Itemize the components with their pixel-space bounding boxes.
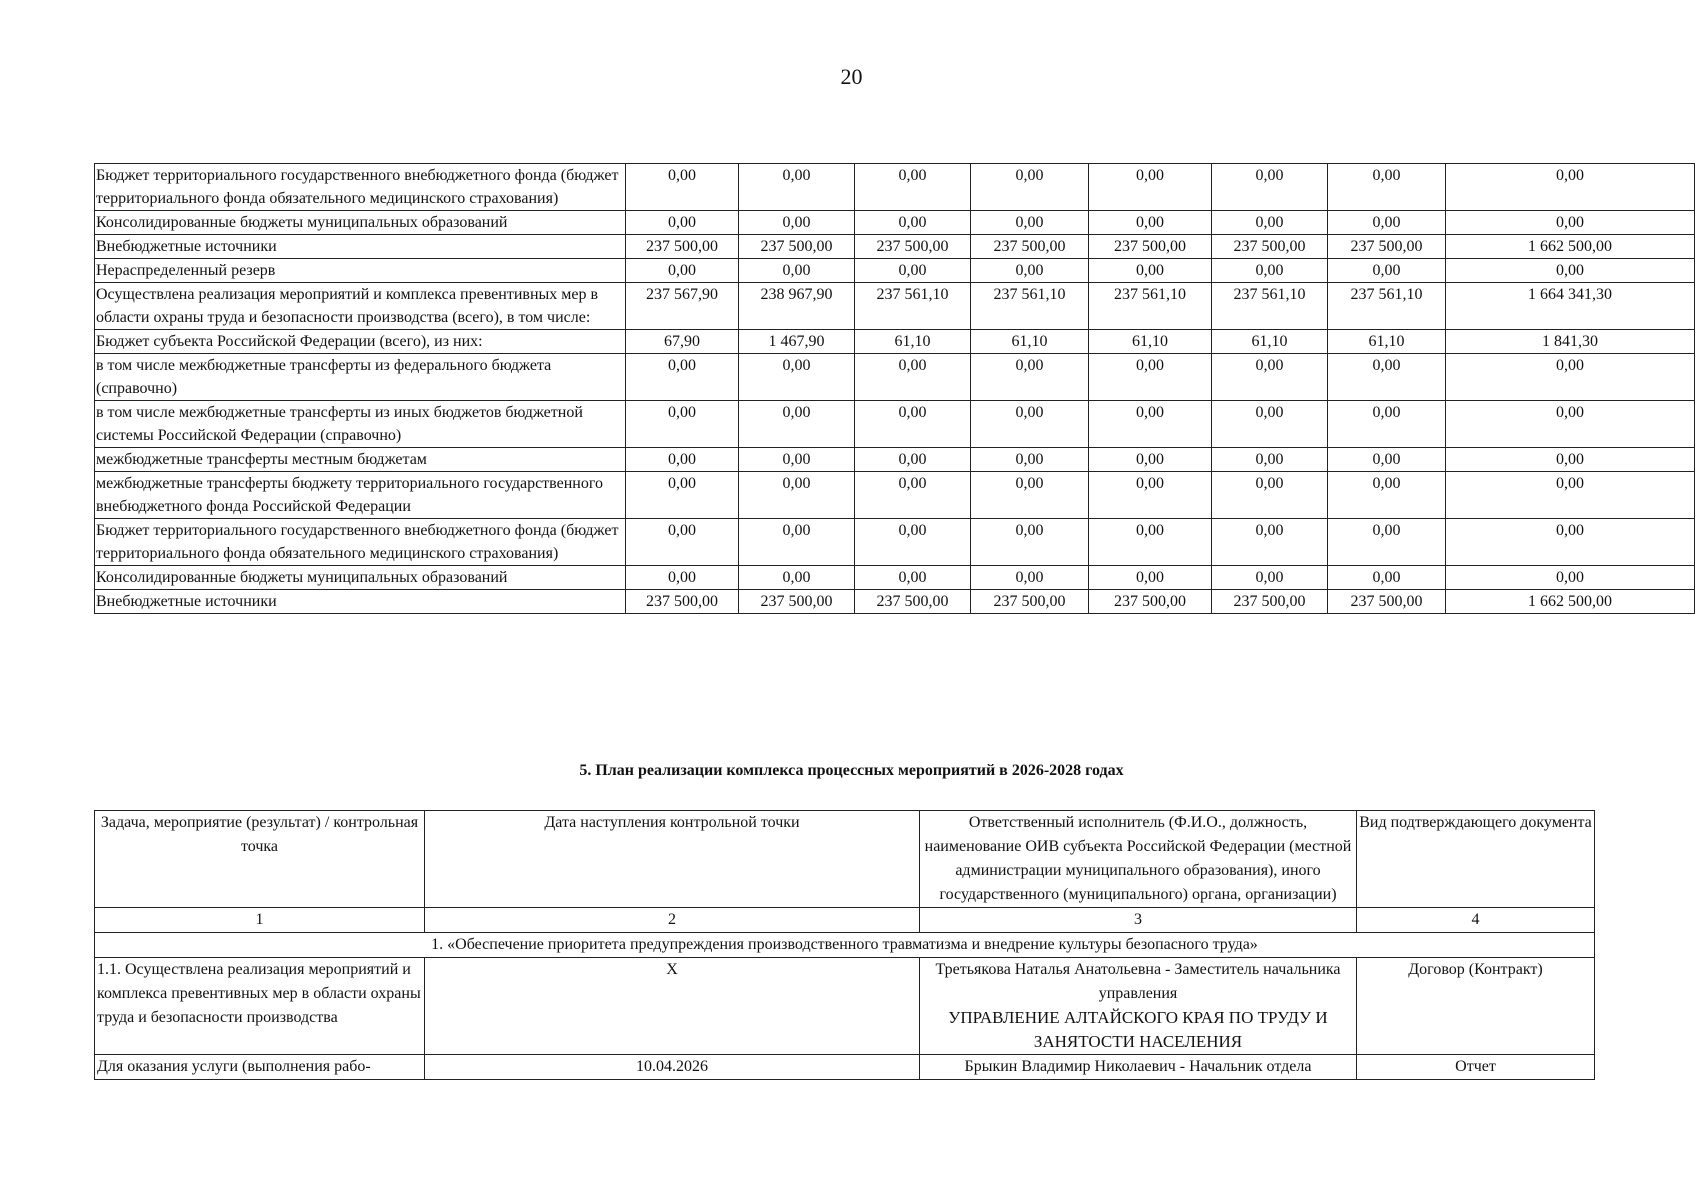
finance-value: 0,00 [1212, 259, 1328, 283]
finance-value: 0,00 [1089, 448, 1212, 472]
finance-value: 0,00 [971, 211, 1089, 235]
plan-row [95, 958, 1595, 1055]
finance-value: 0,00 [739, 519, 855, 566]
plan-executor: Брыкин Владимир Николаевич - Начальник отдела [964, 1058, 1312, 1075]
finance-value: 61,10 [855, 330, 971, 354]
finance-value: 0,00 [1328, 401, 1446, 448]
finance-row [95, 235, 1695, 259]
finance-value: 237 500,00 [971, 235, 1089, 259]
column-number: 1 [95, 908, 425, 933]
finance-total-value: 0,00 [1446, 211, 1695, 235]
finance-row [95, 590, 1695, 614]
finance-value: 0,00 [1328, 354, 1446, 401]
finance-value: 0,00 [1212, 566, 1328, 590]
finance-row [95, 259, 1695, 283]
finance-total-value: 0,00 [1446, 354, 1695, 401]
finance-value: 67,90 [626, 330, 739, 354]
plan-document: Отчет [1357, 1055, 1595, 1080]
finance-row-label: Осуществлена реализация мероприятий и комплекса превентивных мер в области охраны труда и безопасности производства (всего), в том числе: [95, 283, 626, 330]
finance-value: 237 500,00 [855, 235, 971, 259]
finance-total-value: 0,00 [1446, 164, 1695, 211]
finance-row-label: Консолидированные бюджеты муниципальных образований [95, 211, 626, 235]
finance-value: 0,00 [1089, 472, 1212, 519]
finance-row [95, 401, 1695, 448]
finance-value: 0,00 [1212, 519, 1328, 566]
finance-value: 61,10 [1212, 330, 1328, 354]
finance-row-label: Бюджет территориального государственного внебюджетного фонда (бюджет территориального фонда обязательного медицинского страхования) [95, 519, 626, 566]
finance-total-value: 1 664 341,30 [1446, 283, 1695, 330]
finance-value: 0,00 [855, 164, 971, 211]
finance-value: 0,00 [1212, 448, 1328, 472]
plan-organization: УПРАВЛЕНИЕ АЛТАЙСКОГО КРАЯ ПО ТРУДУ И ЗАНЯТОСТИ НАСЕЛЕНИЯ [948, 1008, 1328, 1051]
finance-value: 237 500,00 [855, 590, 971, 614]
finance-value: 237 567,90 [626, 283, 739, 330]
finance-value: 0,00 [855, 211, 971, 235]
finance-row [95, 519, 1695, 566]
column-number: 3 [920, 908, 1357, 933]
finance-value: 0,00 [626, 164, 739, 211]
finance-value: 0,00 [1089, 164, 1212, 211]
finance-value: 0,00 [1328, 259, 1446, 283]
finance-total-value: 0,00 [1446, 448, 1695, 472]
finance-value: 0,00 [855, 354, 971, 401]
finance-value: 61,10 [1089, 330, 1212, 354]
finance-value: 0,00 [1089, 566, 1212, 590]
header-document: Вид подтверждающего документа [1357, 811, 1595, 908]
finance-value: 0,00 [739, 164, 855, 211]
finance-value: 0,00 [971, 354, 1089, 401]
financing-table [94, 163, 1695, 614]
plan-row [95, 1055, 1595, 1080]
section-title: 5. План реализации комплекса процессных мероприятий в 2026-2028 годах [579, 762, 1124, 779]
finance-value: 0,00 [1089, 401, 1212, 448]
column-number: 4 [1357, 908, 1595, 933]
finance-row [95, 566, 1695, 590]
finance-value: 237 500,00 [1328, 590, 1446, 614]
finance-value: 0,00 [1089, 211, 1212, 235]
finance-total-value: 1 662 500,00 [1446, 590, 1695, 614]
finance-value: 237 500,00 [739, 235, 855, 259]
finance-value: 237 561,10 [1212, 283, 1328, 330]
plan-column-numbers-row [95, 908, 1595, 933]
finance-value: 0,00 [971, 401, 1089, 448]
finance-row [95, 164, 1695, 211]
finance-row [95, 211, 1695, 235]
finance-total-value: 0,00 [1446, 259, 1695, 283]
finance-value: 237 561,10 [1328, 283, 1446, 330]
finance-value: 1 467,90 [739, 330, 855, 354]
finance-row-label: Нераспределенный резерв [95, 259, 626, 283]
finance-value: 0,00 [855, 566, 971, 590]
finance-value: 237 500,00 [1212, 590, 1328, 614]
finance-value: 0,00 [1089, 354, 1212, 401]
finance-value: 237 500,00 [971, 590, 1089, 614]
plan-task: 1.1. Осуществлена реализация мероприятий и комплекса превентивных мер в области охраны труда и безопасности производства [95, 958, 425, 1055]
plan-task-title-row [95, 933, 1595, 958]
finance-value: 0,00 [739, 211, 855, 235]
finance-value: 0,00 [739, 401, 855, 448]
task-title: 1. «Обеспечение приоритета предупреждения производственного травматизма и внедрение культуры безопасного труда» [95, 933, 1595, 958]
finance-value: 0,00 [1212, 354, 1328, 401]
finance-value: 237 561,10 [855, 283, 971, 330]
plan-task: Для оказания услуги (выполнения рабо- [95, 1055, 425, 1080]
plan-document: Договор (Контракт) [1357, 958, 1595, 1055]
finance-value: 0,00 [1328, 164, 1446, 211]
finance-row [95, 472, 1695, 519]
finance-value: 237 500,00 [1328, 235, 1446, 259]
plan-executor: Третьякова Наталья Анатольевна - Заместитель начальника управления [935, 961, 1341, 1002]
plan-date: X [425, 958, 920, 1055]
plan-date: 10.04.2026 [425, 1055, 920, 1080]
finance-value: 0,00 [855, 519, 971, 566]
finance-row-label: Бюджет территориального государственного внебюджетного фонда (бюджет территориального фонда обязательного медицинского страхования) [95, 164, 626, 211]
finance-value: 237 500,00 [1089, 235, 1212, 259]
finance-value: 237 500,00 [739, 590, 855, 614]
finance-value: 0,00 [855, 259, 971, 283]
plan-executor-cell [920, 958, 1357, 1055]
finance-value: 0,00 [1328, 566, 1446, 590]
finance-value: 0,00 [1212, 211, 1328, 235]
finance-value: 0,00 [1089, 519, 1212, 566]
plan-table [94, 810, 1595, 1080]
header-executor: Ответственный исполнитель (Ф.И.О., должность, наименование ОИВ субъекта Российской Федерации (местной администрации муниципального образования), иного государственного (муниципального) органа, организации) [920, 811, 1357, 908]
finance-value: 0,00 [971, 448, 1089, 472]
finance-total-value: 0,00 [1446, 519, 1695, 566]
finance-value: 237 561,10 [971, 283, 1089, 330]
finance-row-label: межбюджетные трансферты бюджету территориального государственного внебюджетного фонда Российской Федерации [95, 472, 626, 519]
finance-value: 0,00 [1328, 519, 1446, 566]
finance-value: 0,00 [855, 401, 971, 448]
finance-value: 237 500,00 [626, 590, 739, 614]
finance-value: 0,00 [971, 566, 1089, 590]
finance-total-value: 1 662 500,00 [1446, 235, 1695, 259]
finance-total-value: 0,00 [1446, 566, 1695, 590]
finance-row [95, 283, 1695, 330]
finance-value: 0,00 [971, 259, 1089, 283]
finance-value: 0,00 [1328, 211, 1446, 235]
finance-total-value: 0,00 [1446, 472, 1695, 519]
finance-value: 237 561,10 [1089, 283, 1212, 330]
finance-value: 0,00 [855, 448, 971, 472]
finance-value: 61,10 [1328, 330, 1446, 354]
header-date: Дата наступления контрольной точки [425, 811, 920, 908]
finance-value: 0,00 [1212, 472, 1328, 519]
finance-value: 0,00 [739, 259, 855, 283]
finance-row-label: в том числе межбюджетные трансферты из иных бюджетов бюджетной системы Российской Федерации (справочно) [95, 401, 626, 448]
plan-header-row [95, 811, 1595, 908]
finance-row [95, 354, 1695, 401]
finance-value: 61,10 [971, 330, 1089, 354]
finance-value: 0,00 [626, 519, 739, 566]
finance-value: 0,00 [626, 401, 739, 448]
plan-executor-cell [920, 1055, 1357, 1080]
finance-total-value: 0,00 [1446, 401, 1695, 448]
finance-value: 0,00 [739, 354, 855, 401]
finance-row-label: Бюджет субъекта Российской Федерации (всего), из них: [95, 330, 626, 354]
column-number: 2 [425, 908, 920, 933]
finance-value: 237 500,00 [1089, 590, 1212, 614]
finance-row-label: Внебюджетные источники [95, 590, 626, 614]
finance-value: 0,00 [855, 472, 971, 519]
finance-value: 0,00 [971, 519, 1089, 566]
finance-total-value: 1 841,30 [1446, 330, 1695, 354]
finance-value: 0,00 [1089, 259, 1212, 283]
finance-row-label: Консолидированные бюджеты муниципальных образований [95, 566, 626, 590]
finance-value: 0,00 [626, 566, 739, 590]
finance-value: 0,00 [1328, 472, 1446, 519]
finance-value: 237 500,00 [626, 235, 739, 259]
finance-row [95, 448, 1695, 472]
finance-row-label: Внебюджетные источники [95, 235, 626, 259]
finance-value: 0,00 [626, 259, 739, 283]
finance-row-label: межбюджетные трансферты местным бюджетам [95, 448, 626, 472]
finance-value: 237 500,00 [1212, 235, 1328, 259]
finance-value: 0,00 [971, 472, 1089, 519]
finance-value: 0,00 [626, 211, 739, 235]
finance-value: 0,00 [739, 566, 855, 590]
finance-row [95, 330, 1695, 354]
finance-value: 0,00 [739, 472, 855, 519]
finance-value: 0,00 [626, 448, 739, 472]
finance-value: 0,00 [1212, 401, 1328, 448]
finance-row-label: в том числе межбюджетные трансферты из федерального бюджета (справочно) [95, 354, 626, 401]
finance-value: 0,00 [971, 164, 1089, 211]
finance-value: 0,00 [739, 448, 855, 472]
finance-value: 0,00 [626, 354, 739, 401]
header-task: Задача, мероприятие (результат) / контрольная точка [95, 811, 425, 908]
finance-value: 0,00 [626, 472, 739, 519]
finance-value: 238 967,90 [739, 283, 855, 330]
finance-value: 0,00 [1328, 448, 1446, 472]
finance-value: 0,00 [1212, 164, 1328, 211]
page-number: 20 [840, 64, 863, 89]
